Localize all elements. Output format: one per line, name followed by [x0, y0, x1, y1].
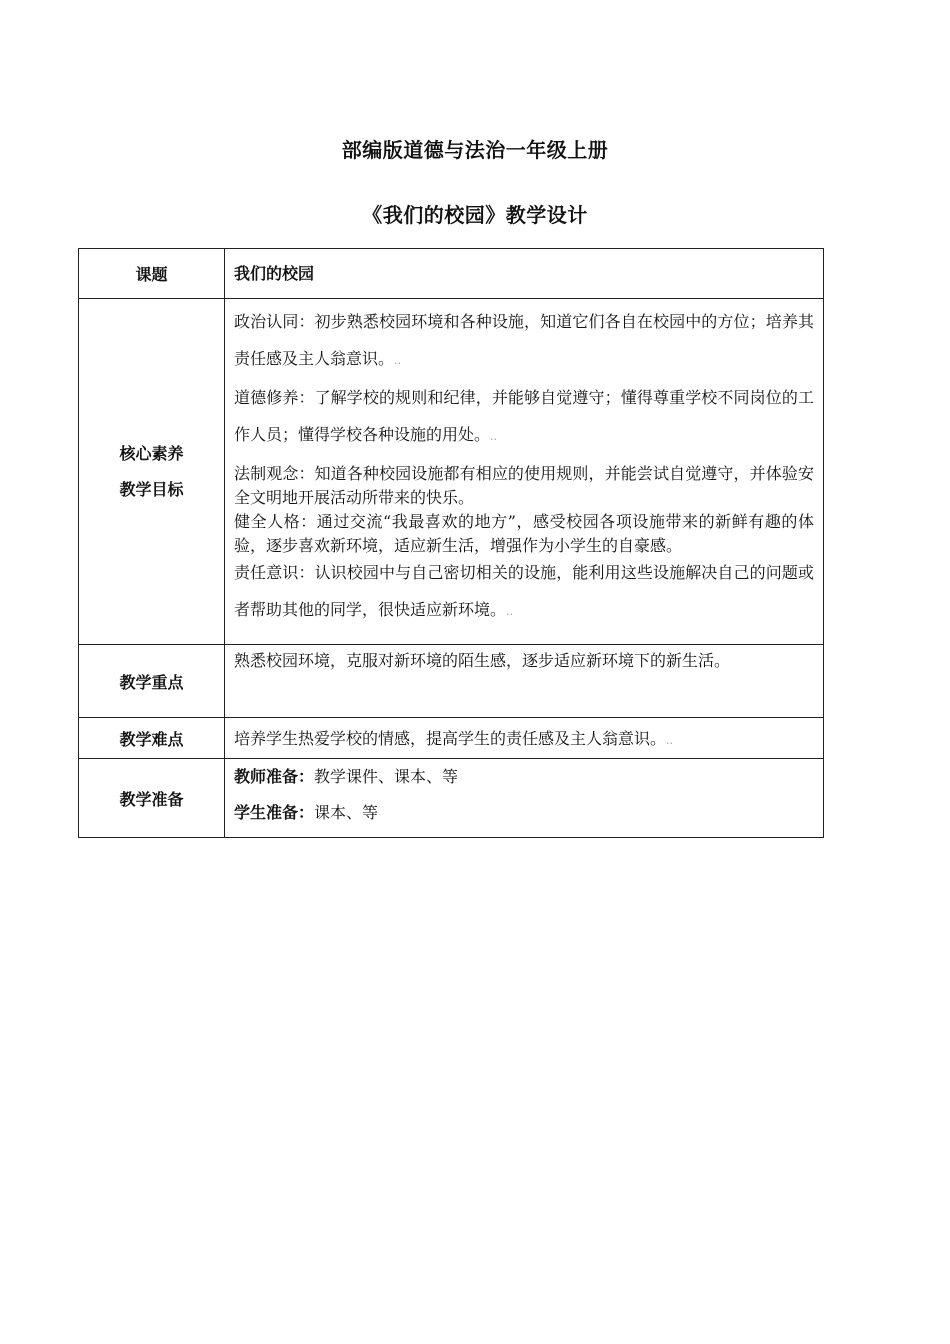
document-title: 部编版道德与法治一年级上册: [341, 138, 609, 162]
goal-legal: 法制观念：知道各种校园设施都有相应的使用规则，并能尝试自觉遵守，并体验安全文明地开展活动所带来的快乐。: [234, 464, 814, 507]
teacher-prep: 教师准备：教学课件、课本、等: [234, 767, 459, 786]
preparation-content: [225, 759, 824, 838]
table-row-goals: [79, 299, 824, 645]
topic-value: 我们的校园: [225, 249, 824, 299]
goals-label-line2: 教学目标: [119, 479, 184, 499]
key-points-value: 熟悉校园环境，克服对新环境的陌生感，逐步适应新环境下的新生活。: [234, 651, 731, 670]
goals-label-line1: 核心素养: [119, 443, 184, 463]
table-row-difficulties: [79, 718, 824, 759]
goals-content: [225, 299, 824, 645]
lesson-plan-table: [78, 248, 824, 838]
goal-responsibility: 责任意识：认识校园中与自己密切相关的设施，能利用这些设施解决自己的问题或者帮助其他的同学，很快适应新环境。..: [234, 563, 814, 619]
goal-moral: 道德修养：了解学校的规则和纪律，并能够自觉遵守；懂得尊重学校不同岗位的工作人员；懂得学校各种设施的用处。..: [234, 388, 814, 444]
student-prep: 学生准备：课本、等: [234, 803, 379, 822]
goal-personality: 健全人格：通过交流“我最喜欢的地方”，感受校园各项设施带来的新鲜有趣的体验，逐步喜欢新环境，适应新生活，增强作为小学生的自豪感。: [234, 512, 814, 555]
key-points-content: [225, 645, 824, 718]
difficulties-trail: ..: [666, 733, 674, 747]
goal-political: 政治认同：初步熟悉校园环境和各种设施，知道它们各自在校园中的方位；培养其责任感及主人翁意识。..: [234, 312, 814, 368]
key-points-label: 教学重点: [79, 645, 225, 718]
difficulties-content: [225, 718, 824, 759]
document-subtitle: 《我们的校园》教学设计: [362, 203, 588, 227]
topic-label: 课题: [79, 249, 225, 299]
difficulties-label: 教学难点: [79, 718, 225, 759]
table-row-preparation: [79, 759, 824, 838]
table-row-topic: [79, 249, 824, 299]
goals-label: [79, 299, 225, 645]
table-row-key-points: [79, 645, 824, 718]
preparation-label: 教学准备: [79, 759, 225, 838]
difficulties-value: 培养学生热爱学校的情感，提高学生的责任感及主人翁意识。: [234, 728, 667, 748]
